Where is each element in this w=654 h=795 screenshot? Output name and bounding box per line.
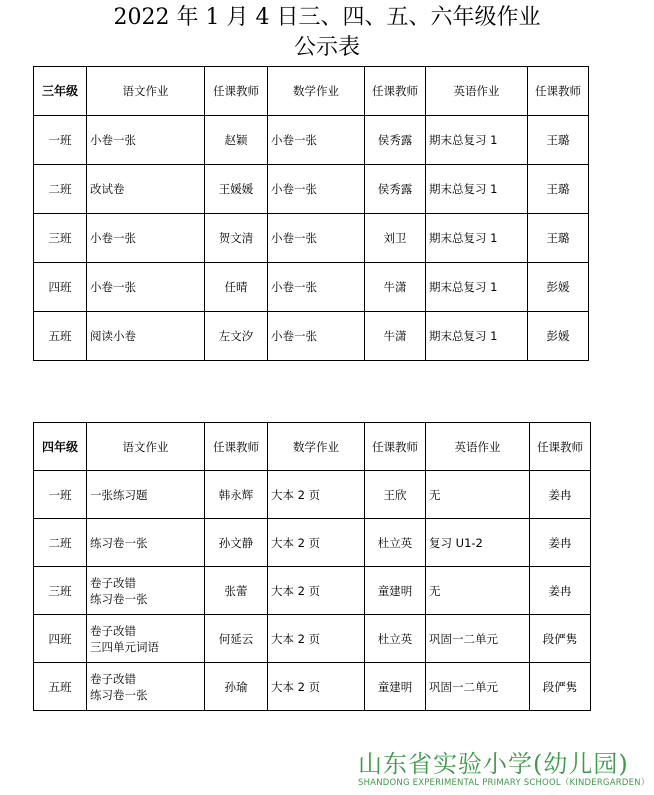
grade3-header-cell: 数学作业 [268,67,365,116]
grade3-cell: 贺文清 [205,214,268,263]
grade3-cell: 牛潇 [365,263,426,312]
grade4-cell: 一班 [34,471,87,519]
grade3-header-cell: 英语作业 [426,67,528,116]
grade4-header-cell: 英语作业 [426,423,530,471]
grade4-cell: 巩固一二单元 [426,615,530,663]
grade4-cell: 段俨隽 [530,663,591,711]
grade3-cell: 王媛媛 [205,165,268,214]
grade3-cell: 阅读小卷 [87,312,205,361]
grade4-table [33,422,591,711]
table-row [34,663,591,711]
grade3-tbody [34,67,589,361]
grade4-cell: 姜冉 [530,471,591,519]
grade3-cell: 牛潇 [365,312,426,361]
grade4-cell: 大本 2 页 [268,519,365,567]
grade3-cell: 任晴 [205,263,268,312]
grade3-cell: 王璐 [528,165,589,214]
table-row [34,567,591,615]
grade3-cell: 期末总复习 1 [426,116,528,165]
grade3-cell: 左文汐 [205,312,268,361]
grade4-cell: 巩固一二单元 [426,663,530,711]
table-row [34,116,589,165]
grade3-cell: 侯秀露 [365,165,426,214]
grade4-cell: 韩永辉 [205,471,268,519]
grade4-cell: 童建明 [365,663,426,711]
grade4-cell: 卷子改错 三四单元词语 [87,615,205,663]
grade4-cell: 王欣 [365,471,426,519]
grade3-header-row [34,67,589,116]
grade3-cell: 小卷一张 [268,165,365,214]
grade3-cell: 彭媛 [528,312,589,361]
grade4-cell: 大本 2 页 [268,471,365,519]
grade4-cell: 无 [426,471,530,519]
grade3-cell: 五班 [34,312,87,361]
grade4-header-cell: 任课教师 [530,423,591,471]
grade4-header-cell: 语文作业 [87,423,205,471]
grade4-cell: 卷子改错 练习卷一张 [87,567,205,615]
grade4-cell: 孙瑜 [205,663,268,711]
logo-chinese-text: 山东省实验小学(幼儿园) [358,750,629,778]
grade3-cell: 二班 [34,165,87,214]
grade3-cell: 三班 [34,214,87,263]
grade3-cell: 小卷一张 [87,116,205,165]
grade3-table [33,66,589,361]
grade3-cell: 小卷一张 [268,312,365,361]
table-row [34,519,591,567]
table-row [34,615,591,663]
grade4-cell: 段俨隽 [530,615,591,663]
grade3-cell: 小卷一张 [268,116,365,165]
grade3-cell: 四班 [34,263,87,312]
grade4-cell: 一张练习题 [87,471,205,519]
grade4-tbody [34,423,591,711]
grade3-header-cell: 语文作业 [87,67,205,116]
table-row [34,165,589,214]
grade4-header-row [34,423,591,471]
grade4-cell: 张蕾 [205,567,268,615]
grade4-cell: 童建明 [365,567,426,615]
grade4-cell: 姜冉 [530,567,591,615]
grade3-cell: 小卷一张 [87,263,205,312]
school-logo [350,744,650,794]
grade3-cell: 王璐 [528,116,589,165]
table-row [34,471,591,519]
grade4-cell: 复习 U1-2 [426,519,530,567]
grade3-cell: 小卷一张 [87,214,205,263]
grade3-cell: 侯秀露 [365,116,426,165]
grade3-header-cell: 任课教师 [205,67,268,116]
grade4-cell: 无 [426,567,530,615]
grade3-cell: 期末总复习 1 [426,263,528,312]
grade4-cell: 姜冉 [530,519,591,567]
grade4-cell: 大本 2 页 [268,663,365,711]
grade4-header-cell: 数学作业 [268,423,365,471]
grade3-cell: 期末总复习 1 [426,312,528,361]
grade4-cell: 二班 [34,519,87,567]
grade3-cell: 改试卷 [87,165,205,214]
grade4-cell: 大本 2 页 [268,567,365,615]
page-title: 2022 年 1 月 4 日三、四、五、六年级作业 [113,5,541,30]
grade4-cell: 五班 [34,663,87,711]
table-row [34,214,589,263]
grade3-cell: 一班 [34,116,87,165]
grade4-cell: 孙文静 [205,519,268,567]
grade4-header-cell: 四年级 [34,423,87,471]
grade4-cell: 杜立英 [365,615,426,663]
grade4-header-cell: 任课教师 [365,423,426,471]
grade4-cell: 四班 [34,615,87,663]
grade3-cell: 彭媛 [528,263,589,312]
table-row [34,312,589,361]
grade4-header-cell: 任课教师 [205,423,268,471]
grade3-cell: 小卷一张 [268,214,365,263]
grade3-header-cell: 三年级 [34,67,87,116]
grade4-cell: 何延云 [205,615,268,663]
logo-english-text: SHANDONG EXPERIMENTAL PRIMARY SCHOOL（KINDERGARDEN） [358,778,650,788]
page-subtitle: 公示表 [293,35,360,60]
grade4-cell: 卷子改错 练习卷一张 [87,663,205,711]
grade3-cell: 期末总复习 1 [426,165,528,214]
grade4-cell: 杜立英 [365,519,426,567]
grade3-cell: 刘卫 [365,214,426,263]
grade3-cell: 王璐 [528,214,589,263]
grade3-header-cell: 任课教师 [365,67,426,116]
table-row [34,263,589,312]
grade4-cell: 大本 2 页 [268,615,365,663]
grade3-header-cell: 任课教师 [528,67,589,116]
grade4-cell: 练习卷一张 [87,519,205,567]
grade4-cell: 三班 [34,567,87,615]
grade3-cell: 期末总复习 1 [426,214,528,263]
grade3-cell: 赵颖 [205,116,268,165]
grade3-cell: 小卷一张 [268,263,365,312]
